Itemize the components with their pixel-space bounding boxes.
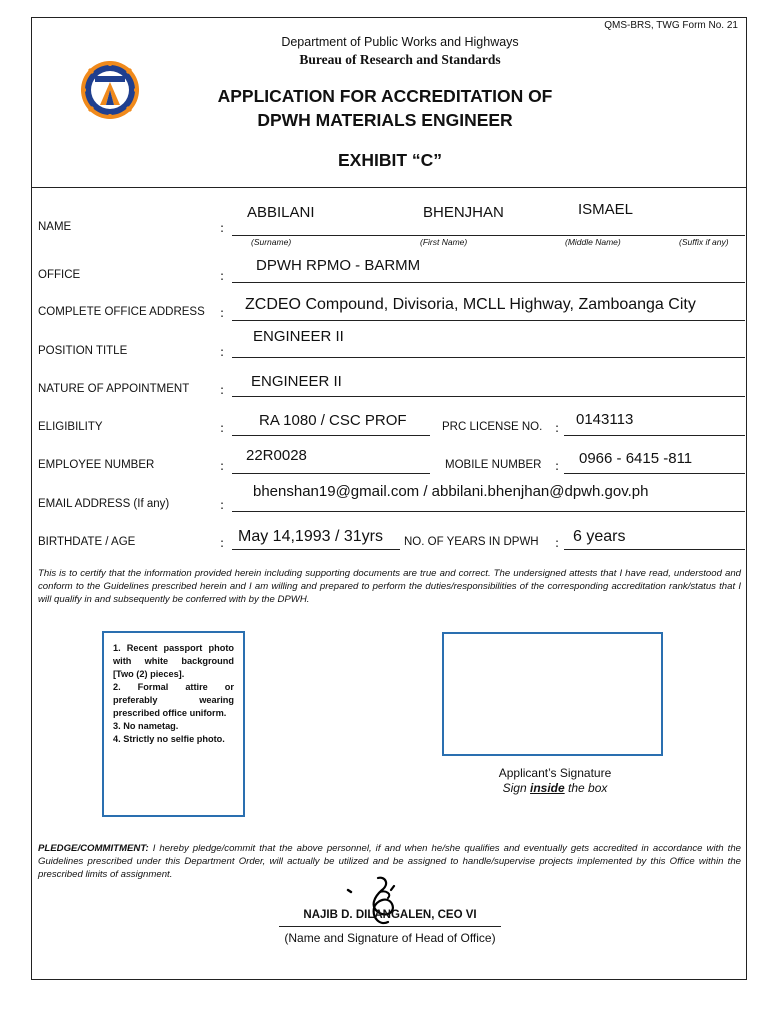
surname-caption: (Surname) — [251, 237, 292, 247]
mobile-line — [564, 473, 745, 474]
address-label: COMPLETE OFFICE ADDRESS — [38, 306, 205, 318]
first-name-value[interactable]: BHENJHAN — [423, 204, 504, 221]
colon: : — [220, 421, 225, 435]
surname-value[interactable]: ABBILANI — [247, 204, 315, 221]
email-value[interactable]: bhenshan19@gmail.com / abbilani.bhenjhan@dpwh.gov.ph — [253, 483, 649, 500]
first-name-caption: (First Name) — [420, 237, 468, 247]
head-signature-line — [279, 926, 501, 927]
eligibility-line — [232, 435, 430, 436]
photo-instruction: 4. Strictly no selfie photo. — [113, 734, 225, 744]
colon: : — [220, 498, 225, 512]
colon: : — [555, 536, 560, 550]
years-value[interactable]: 6 years — [573, 528, 626, 545]
birthdate-line — [232, 549, 400, 550]
appointment-label: NATURE OF APPOINTMENT — [38, 383, 190, 395]
pledge-text: I hereby pledge/commit that the above personnel, if and when he/she qualifies and eventually gets accredited in accordance with the Guidelines prescribed under this Department Order, will actually be utilized and be assigned to handle/supervise projects implemented by this Office within the prescribed limits of assignment. — [38, 843, 741, 880]
photo-instruction: 3. No nametag. — [113, 721, 179, 731]
sign-inside-post: the box — [564, 781, 608, 795]
colon: : — [220, 221, 225, 235]
position-label: POSITION TITLE — [38, 345, 128, 357]
colon: : — [220, 269, 225, 283]
bureau-name: Bureau of Research and Standards — [299, 52, 501, 67]
employee-line — [232, 473, 430, 474]
mobile-value[interactable]: 0966 - 6415 -811 — [579, 450, 693, 467]
office-line — [232, 282, 745, 283]
exhibit-label: EXHIBIT “C” — [337, 150, 443, 170]
email-label: EMAIL ADDRESS (If any) — [38, 498, 170, 510]
years-label: NO. OF YEARS IN DPWH — [404, 536, 539, 548]
eligibility-value[interactable]: RA 1080 / CSC PROF — [259, 412, 407, 429]
photo-instruction: 2. Formal attire or preferably wearing prescribed office uniform. — [113, 682, 234, 718]
prc-line — [564, 435, 745, 436]
applicant-signature-caption: Applicant’s Signature — [498, 766, 612, 780]
birthdate-label: BIRTHDATE / AGE — [38, 536, 136, 548]
sign-inside-pre: Sign — [502, 781, 530, 795]
colon: : — [220, 459, 225, 473]
appointment-value[interactable]: ENGINEER II — [251, 373, 342, 390]
address-value[interactable]: ZCDEO Compound, Divisoria, MCLL Highway, Zamboanga City — [245, 296, 696, 313]
photo-box[interactable] — [102, 631, 245, 817]
position-value[interactable]: ENGINEER II — [253, 328, 344, 345]
middle-name-value[interactable]: ISMAEL — [578, 201, 634, 218]
photo-instruction: 1. Recent passport photo with white background [Two (2) pieces]. — [113, 643, 234, 679]
employee-label: EMPLOYEE NUMBER — [38, 459, 155, 471]
sign-inside-emphasis: inside — [529, 781, 565, 795]
office-label: OFFICE — [38, 269, 81, 281]
colon: : — [555, 459, 560, 473]
form-title-line2: DPWH MATERIALS ENGINEER — [257, 110, 513, 130]
appointment-line — [232, 396, 745, 397]
birthdate-value[interactable]: May 14,1993 / 31yrs — [238, 528, 383, 545]
form-number: QMS-BRS, TWG Form No. 21 — [604, 20, 738, 31]
colon: : — [220, 536, 225, 550]
department-name: Department of Public Works and Highways — [281, 35, 519, 49]
certification-statement: This is to certify that the information provided herein including supporting documents are true and correct. The undersigned attests that I have read, understood and conform to the Guidelines prescribed herein and I am willing and prepared to perform the duties/responsibilities of the corresponding accreditation rank/status that I will qualify in and subsequently be conferred with by the DPWH. — [38, 568, 741, 605]
position-line — [232, 357, 745, 358]
middle-name-caption: (Middle Name) — [565, 237, 621, 247]
name-line — [232, 235, 745, 236]
mobile-label: MOBILE NUMBER — [445, 459, 542, 471]
employee-value[interactable]: 22R0028 — [246, 447, 307, 464]
suffix-caption: (Suffix if any) — [679, 237, 729, 247]
sign-inside-caption — [440, 781, 670, 795]
address-line — [232, 320, 745, 321]
head-of-office-name: NAJIB D. DILANGALEN, CEO VI — [303, 909, 477, 921]
colon: : — [220, 345, 225, 359]
prc-label: PRC LICENSE NO. — [442, 421, 543, 433]
colon: : — [220, 306, 225, 320]
head-of-office-caption: (Name and Signature of Head of Office) — [284, 931, 496, 945]
colon: : — [220, 383, 225, 397]
prc-value[interactable]: 0143113 — [576, 411, 634, 428]
years-line — [564, 549, 745, 550]
email-line — [232, 511, 745, 512]
colon: : — [555, 421, 560, 435]
office-value[interactable]: DPWH RPMO - BARMM — [256, 257, 421, 274]
applicant-signature-box[interactable] — [442, 632, 663, 756]
form-title-line1: APPLICATION FOR ACCREDITATION OF — [217, 86, 553, 106]
pledge-heading: PLEDGE/COMMITMENT: — [38, 843, 149, 854]
dpwh-logo — [80, 60, 140, 120]
header-separator — [31, 187, 747, 188]
eligibility-label: ELIGIBILITY — [38, 421, 103, 433]
name-label: NAME — [38, 221, 72, 233]
head-signature — [330, 872, 440, 932]
